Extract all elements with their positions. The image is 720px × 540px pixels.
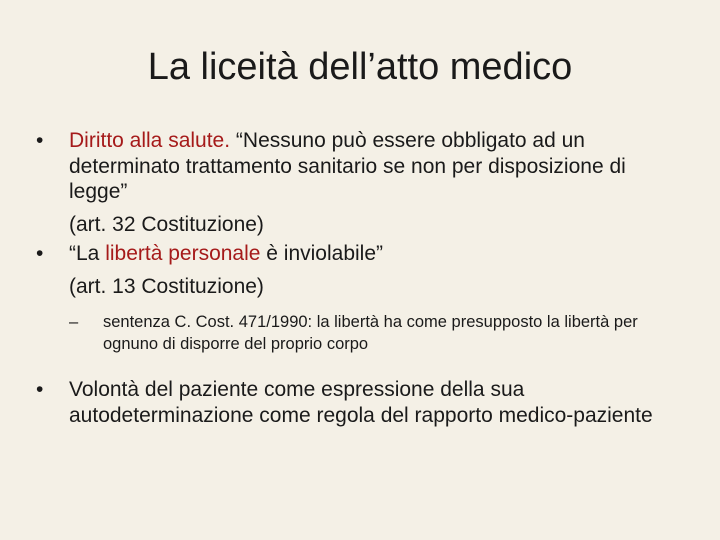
bullet-marker: • (36, 378, 44, 401)
bullet-text-pre: “La (69, 242, 106, 265)
sub-bullet-marker: – (69, 313, 79, 331)
bullet-volonta-paziente (36, 377, 676, 428)
bullet-citation: (art. 13 Costituzione) (69, 274, 264, 298)
sub-bullet-sentenza (69, 311, 676, 355)
bullet-quote: “Nessuno può essere obbligato ad un determinato trattamento sanitario se non per disposizione di legge” (69, 129, 626, 203)
bullet-marker: • (36, 242, 44, 265)
slide-body (36, 128, 676, 428)
bullet-text: Volontà del paziente come espressione della sua autodeterminazione come regola del rapporto medico-paziente (69, 378, 653, 427)
bullet-diritto-salute (36, 128, 676, 237)
bullet-label: Diritto alla salute. (69, 129, 231, 152)
bullet-citation: (art. 32 Costituzione) (69, 212, 264, 236)
sub-bullet-text: sentenza C. Cost. 471/1990: la libertà ha come presupposto la libertà per ognuno di disporre del proprio corpo (103, 313, 638, 353)
bullet-marker: • (36, 129, 44, 152)
bullet-highlight: libertà personale (105, 242, 261, 265)
bullet-liberta-personale (36, 241, 676, 299)
bullet-text-post: è inviolabile” (260, 242, 384, 265)
slide-title: La liceità dell’atto medico (147, 46, 573, 88)
